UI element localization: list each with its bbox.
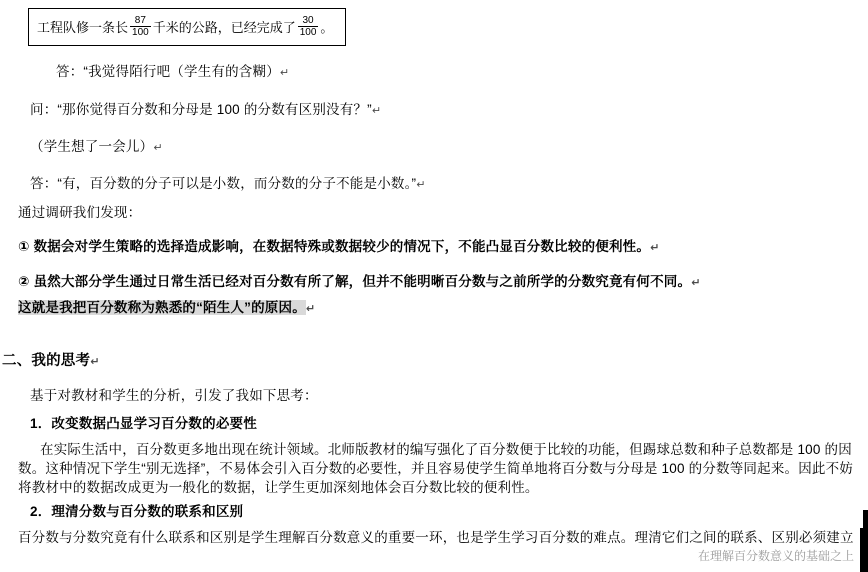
- subsection-1-title: [30, 414, 257, 433]
- paragraph-text: 在实际生活中，百分数更多地出现在统计领域。北师版教材的编写强化了百分数便于比较的功能，但踢球总数和种子总数都是 100 的因数。这种情况下学生“别无选择”，不易体会引入百分数的必要性，并且容易使学生简单地将百分数与分母是 100 的分数等同起来。因此不妨将教材中的数据改成更为一般化的数据，让学生更加深刻地体会百分数比较的便利性。: [18, 442, 854, 495]
- fraction-numerator: 30: [302, 14, 314, 26]
- page-edge-marker: [860, 528, 868, 572]
- paragraph-text: ② 虽然大部分学生通过日常生活已经对百分数有所了解，但并不能明晰百分数与之前所学的分数究竟有何不同。: [18, 274, 692, 289]
- paragraph-text-highlighted: 这就是我把百分数称为熟悉的“陌生人”的原因。: [18, 300, 306, 315]
- paragraph-text: 答：“我觉得陌行吧（学生有的含糊）: [56, 64, 280, 79]
- paragraph-mark: ↵: [416, 179, 426, 191]
- subsection-title-text: 理清分数与百分数的联系和区别: [51, 504, 244, 519]
- paragraph-finding-2: [18, 272, 701, 293]
- paragraph-text: 百分数与分数究竟有什么联系和区别是学生理解百分数意义的重要一环，也是学生学习百分数的难点。理清它们之间的联系、区别必须建立: [18, 530, 854, 545]
- paragraph-conclusion: [18, 298, 315, 319]
- paragraph-mark: ↵: [691, 277, 701, 289]
- formula-middle: 千米的公路，已经完成了: [152, 19, 296, 35]
- subsection-1-body: [18, 440, 856, 497]
- paragraph-text: ① 数据会对学生策略的选择造成影响，在数据特殊或数据较少的情况下，不能凸显百分数比较的便利性。: [18, 239, 651, 254]
- paragraph-mark: ↵: [650, 242, 660, 254]
- fraction-denominator: 100: [132, 26, 149, 38]
- paragraph-text: 问：“那你觉得百分数和分母是 100 的分数有区别没有？”: [30, 102, 372, 117]
- subsection-2-body: [18, 528, 856, 547]
- paragraph-note-1: [30, 137, 163, 158]
- paragraph-mark: ↵: [305, 303, 316, 315]
- section-heading: [2, 352, 100, 372]
- subsection-number: 1．: [30, 416, 52, 431]
- paragraph-text: 基于对教材和学生的分析，引发了我如下思考：: [30, 388, 318, 403]
- page-edge-marker-secondary: [863, 510, 868, 528]
- subsection-title-text: 改变数据凸显学习百分数的必要性: [51, 416, 257, 431]
- formula-suffix: 。: [320, 19, 334, 35]
- section-heading-text: 二、我的思考: [2, 353, 91, 369]
- paragraph-answer-1: [56, 62, 289, 83]
- paragraph-finding-1: [18, 237, 660, 258]
- paragraph-text: 通过调研我们发现：: [18, 205, 142, 220]
- footer-faded-text: 在理解百分数意义的基础之上: [697, 549, 854, 563]
- formula-box: [28, 8, 346, 46]
- formula-prefix: 工程队修一条长: [37, 19, 129, 35]
- fraction-87-100: [130, 15, 151, 38]
- subsection-number: 2．: [30, 504, 52, 519]
- paragraph-mark: ↵: [153, 142, 163, 154]
- paragraph-text: （学生想了一会儿）: [30, 139, 154, 154]
- paragraph-text: 答：“有，百分数的分子可以是小数，而分数的分子不能是小数。”: [30, 176, 417, 191]
- fraction-30-100: [298, 15, 319, 38]
- paragraph-question-1: [30, 100, 381, 121]
- paragraph-mark: ↵: [279, 67, 290, 79]
- paragraph-mark: ↵: [371, 105, 382, 117]
- paragraph-answer-2: [30, 174, 426, 195]
- fraction-denominator: 100: [299, 26, 317, 38]
- paragraph-findings-lead: [18, 203, 141, 222]
- paragraph-mark: ↵: [90, 356, 100, 368]
- fraction-numerator: 87: [134, 14, 146, 26]
- subsection-2-title: [30, 502, 243, 521]
- section-intro: [30, 386, 318, 405]
